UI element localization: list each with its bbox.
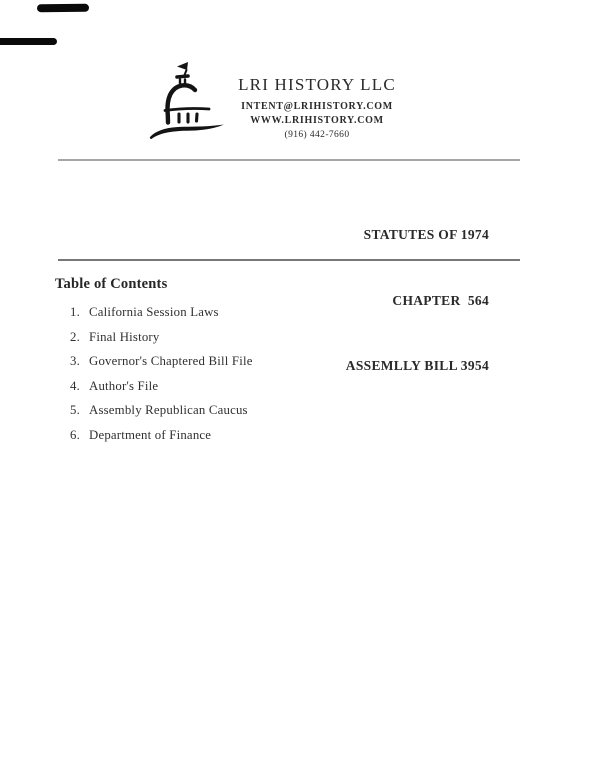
scan-artifact-mark-left xyxy=(0,38,57,45)
divider-middle xyxy=(58,259,520,261)
toc-item xyxy=(66,398,253,423)
company-name: LRI HISTORY LLC xyxy=(238,75,396,94)
toc-item-number: 5. xyxy=(70,403,80,418)
statute-year-line: STATUTES OF 1974 xyxy=(363,227,489,243)
toc-item-label: Department of Finance xyxy=(89,427,212,442)
toc-item-label: Author's File xyxy=(89,378,159,393)
divider-top xyxy=(58,159,520,161)
company-phone: (916) 442-7660 xyxy=(284,130,350,140)
toc-item xyxy=(66,423,253,448)
letterhead xyxy=(224,75,410,142)
toc-item-label: Governor's Chaptered Bill File xyxy=(89,354,253,369)
toc-item-number: 2. xyxy=(70,329,80,344)
toc-item-label: Final History xyxy=(89,329,160,344)
toc-item-number: 1. xyxy=(70,305,80,319)
chapter-line: CHAPTER 564 xyxy=(392,292,489,308)
assembly-bill-line: ASSEMLLY BILL 3954 xyxy=(345,357,489,373)
toc-item-number: 4. xyxy=(70,378,80,393)
capitol-dome-logo-icon xyxy=(143,57,228,142)
statute-reference-block xyxy=(346,181,489,420)
toc-heading: Table of Contents xyxy=(55,276,168,292)
company-email: INTENT@LRIHISTORY.COM xyxy=(241,101,393,112)
toc-item xyxy=(66,325,253,350)
toc-item-label: Assembly Republican Caucus xyxy=(89,403,248,418)
toc-list xyxy=(66,300,253,448)
toc-item xyxy=(66,300,253,325)
company-website: WWW.LRIHISTORY.COM xyxy=(250,115,384,126)
toc-item xyxy=(66,349,253,374)
scan-artifact-mark-top xyxy=(37,4,89,12)
toc-item-number: 6. xyxy=(70,427,80,442)
toc-item-number: 3. xyxy=(70,354,80,369)
toc-item xyxy=(66,374,253,399)
toc-item-label: California Session Laws xyxy=(89,305,219,319)
